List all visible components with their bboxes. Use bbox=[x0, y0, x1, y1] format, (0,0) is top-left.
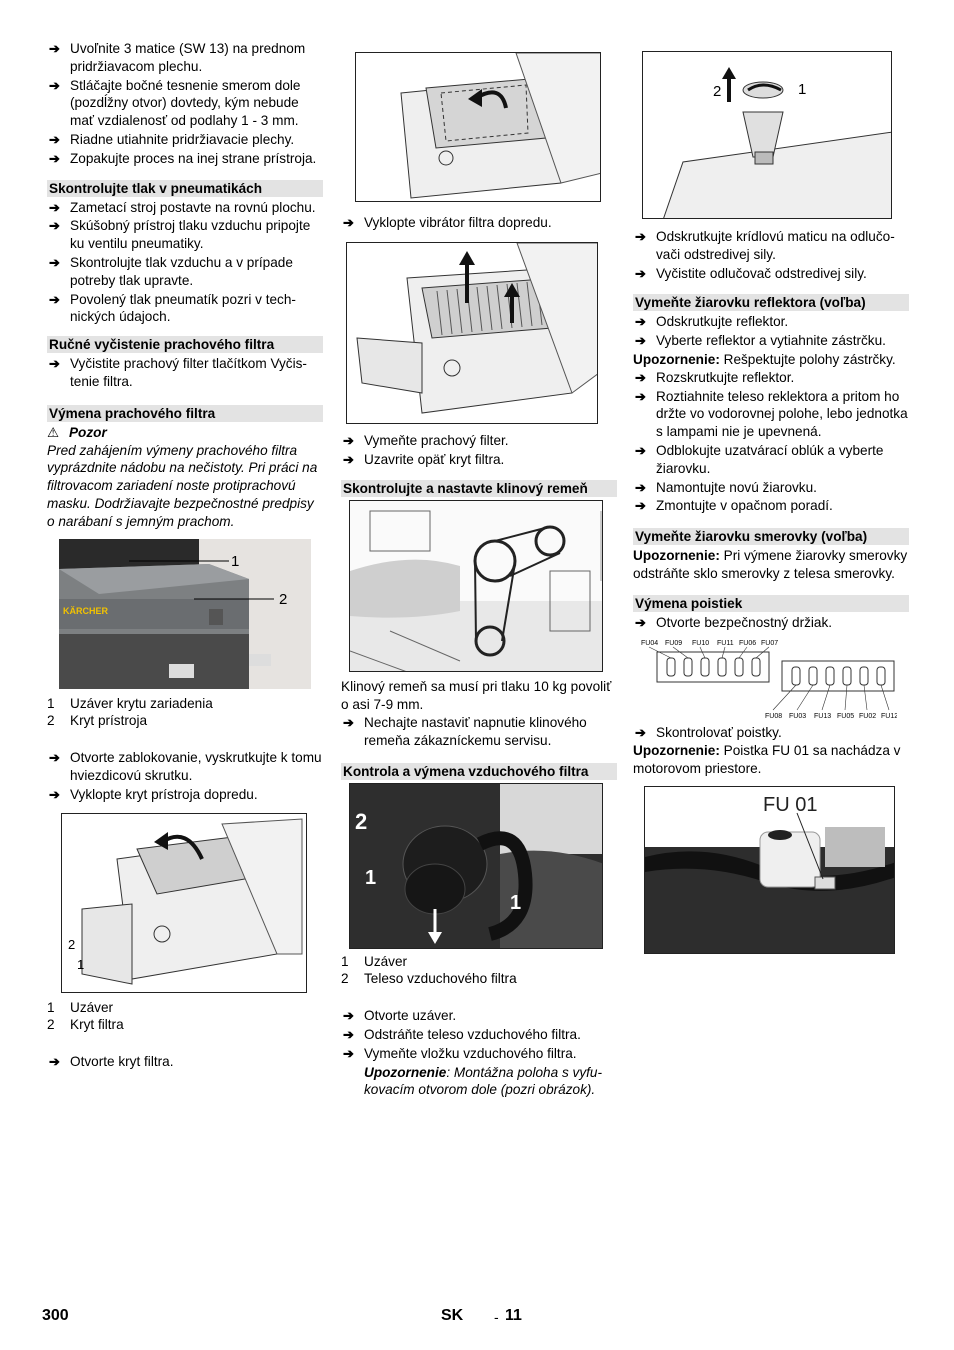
step: ➔ Uvoľnite 3 matice (SW 13) na prednom pridržiavacom plechu. bbox=[47, 40, 323, 76]
step: ➔ Vyčistite prachový filter tlačítkom Vyčistenie filtra. bbox=[47, 355, 323, 391]
fuse-label: FU12 bbox=[881, 712, 897, 720]
step: ➔ Zmontujte v opačnom poradí. bbox=[633, 497, 909, 515]
section-heading: Skontrolujte a nastavte klinový remeň bbox=[341, 480, 617, 497]
note: Upozornenie: Montážna poloha s vyfukovacím otvorom dole (pozri obrázok). bbox=[364, 1064, 602, 1098]
fuse-label: FU10 bbox=[692, 639, 710, 647]
legend-item: 1 Uzáver bbox=[341, 953, 408, 969]
figure-device-cover bbox=[59, 539, 311, 689]
intro-steps bbox=[47, 40, 323, 168]
step: ➔ Odskrutkujte reflektor. bbox=[633, 313, 909, 331]
vibrator-illustration bbox=[356, 53, 601, 202]
step: ➔ Riadne utiahnite pridržiavacie plechy. bbox=[47, 131, 323, 149]
callout-2: 2 bbox=[713, 83, 722, 100]
section-heading: Vymeňte žiarovku smerovky (voľba) bbox=[633, 528, 909, 545]
note: Upozornenie: Poistka FU 01 sa nachádza v motorovom priestore. bbox=[633, 743, 901, 777]
note: Upozornenie: Pri výmene žiarovky smerovky odstráňte sklo smerovky z telesa smerovky. bbox=[633, 548, 908, 581]
section-heading: Skontrolujte tlak v pneumatikách bbox=[47, 180, 323, 197]
v-belt-illustration bbox=[350, 501, 603, 672]
step: ➔ Skúšobný prístroj tlaku vzduchu pripojte ku ventilu pneumatiky. bbox=[47, 217, 323, 253]
language-code: SK bbox=[441, 1307, 464, 1324]
step: ➔ Vymeňte prachový filter. bbox=[341, 432, 617, 450]
fuse-holder-diagram bbox=[637, 636, 897, 722]
step: ➔ Odstráňte teleso vzduchového filtra. bbox=[341, 1026, 617, 1044]
callout-1: 1 bbox=[231, 552, 240, 570]
air-filter-photo bbox=[350, 784, 603, 949]
callout-1: 1 bbox=[365, 866, 377, 889]
step: ➔ Skontrolovať poistky. bbox=[633, 724, 909, 742]
legend-item: 1 Uzáver bbox=[47, 999, 114, 1015]
step: ➔ Otvorte zablokovanie, vyskrutkujte k tomu hviezdicovú skrutku. bbox=[47, 749, 323, 785]
separator-illustration bbox=[643, 52, 892, 219]
callout-1: 1 bbox=[798, 81, 807, 98]
step: ➔ Vyberte reflektor a vytiahnite zástrčku. bbox=[633, 332, 909, 350]
fuse-label: FU03 bbox=[789, 712, 807, 720]
legend-item: 1 Uzáver krytu zariadenia bbox=[47, 695, 213, 711]
figure-filter-vibrator bbox=[355, 52, 601, 202]
fuse-label: FU07 bbox=[761, 639, 779, 647]
step: ➔ Zametací stroj postavte na rovnú plochu. bbox=[47, 199, 323, 217]
paragraph: Klinový remeň sa musí pri tlaku 10 kg povoliť o asi 7-9 mm. bbox=[341, 679, 612, 713]
step: ➔ Rozskrutkujte reflektor. bbox=[633, 369, 909, 387]
fuse-label: FU04 bbox=[641, 639, 659, 647]
step: ➔ Roztiahnite teleso reklektora a pritom ho držte vo vodorovnej polohe, lebo jednotka s lampami nie je upevnená. bbox=[633, 388, 909, 441]
section-page-number: 11 bbox=[505, 1307, 522, 1324]
footer-separator: - bbox=[494, 1309, 499, 1325]
brand-logo: KÄRCHER bbox=[63, 605, 108, 616]
device-cover-illustration bbox=[59, 539, 311, 689]
fu01-label: FU 01 bbox=[763, 793, 818, 816]
step: ➔ Odblokujte uzatvárací oblúk a vyberte žiarovku. bbox=[633, 442, 909, 478]
fuse-label: FU06 bbox=[739, 639, 757, 647]
step: ➔ Uzavrite opäť kryt filtra. bbox=[341, 451, 617, 469]
section-heading: Vymeňte žiarovku reflektora (voľba) bbox=[633, 294, 909, 311]
step: ➔ Vymeňte vložku vzduchového filtra. bbox=[341, 1045, 617, 1063]
step: ➔ Namontujte novú žiarovku. bbox=[633, 479, 909, 497]
note-label: Upozornenie bbox=[364, 1064, 447, 1080]
figure-fuse-holder bbox=[637, 636, 897, 722]
warning-label: Pozor bbox=[68, 424, 107, 440]
warning-text: Pred zahájením výmeny prachového filtra vyprázdnite nádobu na nečistoty. Pri práci na filtrovacom zariadení noste protiprachovú masku. Dodržiavajte bezpečnostné predpisy o narábaní s jemným prachom. bbox=[47, 442, 318, 529]
callout-2: 2 bbox=[355, 808, 368, 834]
legend-item: 2 Kryt filtra bbox=[47, 1017, 124, 1033]
step: ➔ Stláčajte bočné tesnenie smerom dole (pozdĺžny otvor) dovtedy, kým nebude mať vzdialenosť od podlahy 1 - 3 mm. bbox=[47, 77, 323, 130]
step: ➔ Nechajte nastaviť napnutie klinového remeňa zákazníckemu servisu. bbox=[341, 714, 617, 750]
fuse-label: FU02 bbox=[859, 712, 877, 720]
figure-filter-cover bbox=[61, 813, 307, 993]
step: ➔ Otvorte kryt filtra. bbox=[47, 1053, 323, 1071]
legend bbox=[341, 953, 617, 989]
note-label: Upozornenie: bbox=[633, 548, 720, 564]
fuse-label: FU05 bbox=[837, 712, 855, 720]
step: ➔ Skontrolujte tlak vzduchu a v prípade potreby tlak upravte. bbox=[47, 254, 323, 290]
section-heading: Ručné vyčistenie prachového filtra bbox=[47, 336, 323, 353]
legend-item: 2 Kryt prístroja bbox=[47, 713, 148, 729]
figure-fu01 bbox=[644, 786, 895, 954]
page-number: 300 bbox=[42, 1307, 69, 1324]
section-heading: Výmena prachového filtra bbox=[47, 405, 323, 422]
fuse-label: FU11 bbox=[717, 639, 734, 647]
figure-separator bbox=[642, 51, 892, 219]
figure-air-filter bbox=[349, 783, 603, 949]
step: ➔ Otvorte uzáver. bbox=[341, 1007, 617, 1025]
step: ➔ Otvorte bezpečnostný držiak. bbox=[633, 614, 909, 632]
section-heading: Kontrola a výmena vzduchového filtra bbox=[341, 763, 617, 780]
callout-2: 2 bbox=[68, 936, 76, 952]
fuse-label: FU13 bbox=[814, 712, 832, 720]
callout-1: 1 bbox=[510, 891, 522, 914]
fuse-label: FU08 bbox=[765, 712, 783, 720]
filter-cover-illustration bbox=[62, 814, 307, 993]
step: ➔ Vyčistite odlučovač odstredivej sily. bbox=[633, 265, 909, 283]
warning-title bbox=[47, 424, 323, 442]
column-middle bbox=[341, 40, 617, 1099]
step: ➔ Zopakujte proces na inej strane prístroja. bbox=[47, 150, 323, 168]
note: Upozornenie: Rešpektujte polohy zástrčky. bbox=[633, 351, 896, 367]
figure-dust-filter bbox=[346, 242, 598, 424]
step: ➔ Povolený tlak pneumatík pozri v technických údajoch. bbox=[47, 291, 323, 327]
legend-item: 2 Teleso vzduchového filtra bbox=[341, 971, 517, 987]
step: ➔ Vyklopte vibrátor filtra dopredu. bbox=[341, 214, 617, 232]
column-right bbox=[633, 40, 909, 954]
warning-icon: ⚠ bbox=[47, 424, 60, 440]
dust-filter-illustration bbox=[347, 243, 598, 424]
section-heading: Výmena poistiek bbox=[633, 595, 909, 612]
callout-2: 2 bbox=[279, 590, 288, 608]
step: ➔ Odskrutkujte krídlovú maticu na odlučovači odstredivej sily. bbox=[633, 228, 909, 264]
engine-bay-photo bbox=[645, 787, 895, 954]
legend bbox=[47, 999, 323, 1035]
fuse-label: FU09 bbox=[665, 639, 683, 647]
note-label: Upozornenie: bbox=[633, 351, 720, 367]
figure-v-belt bbox=[349, 500, 603, 672]
note-label: Upozornenie: bbox=[633, 743, 720, 759]
step: ➔ Vyklopte kryt prístroja dopredu. bbox=[47, 786, 323, 804]
callout-1: 1 bbox=[77, 956, 85, 972]
legend bbox=[47, 695, 323, 731]
column-left bbox=[47, 40, 323, 1072]
